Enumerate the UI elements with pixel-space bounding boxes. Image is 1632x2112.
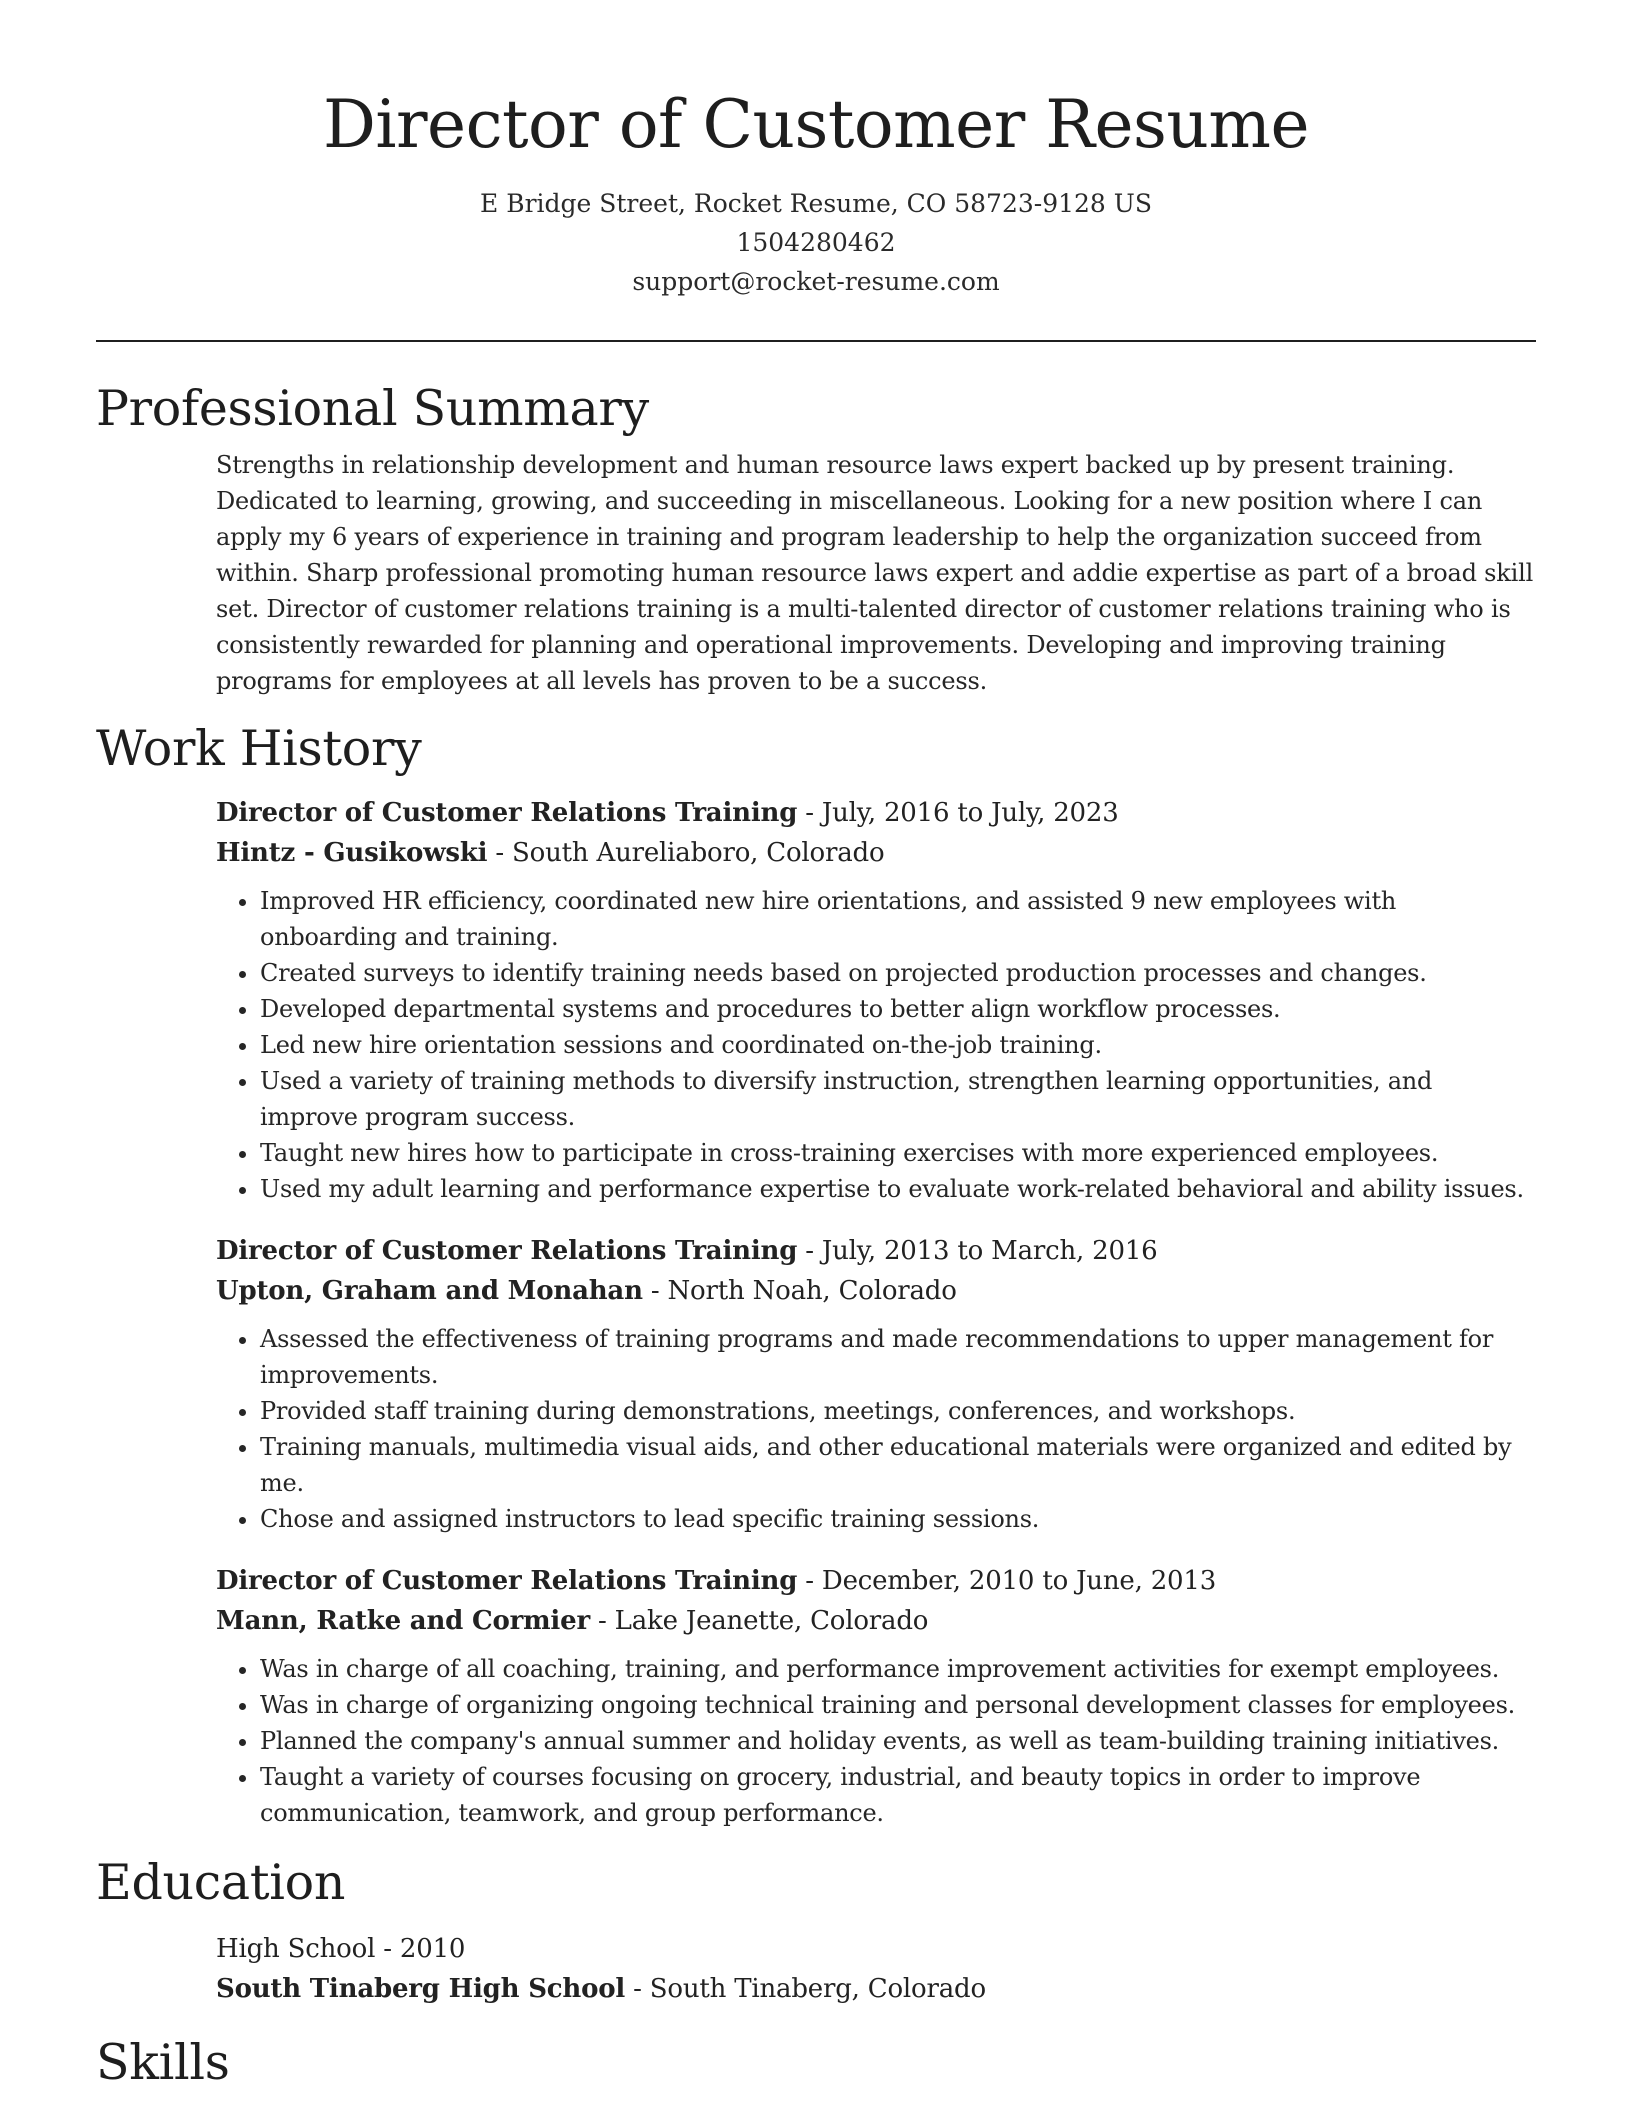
company-name: Upton, Graham and Monahan	[216, 1276, 643, 1306]
summary-text: Strengths in relationship development and human resource laws expert backed up by present training. Dedicated to learning, growing, and succeeding in miscellaneous. Looking for a new position where I can apply my 6 years of experience in training and program leadership to help the organization succeed from within. Sharp professional promoting human resource laws expert and addie expertise as part of a broad skill set. Director of customer relations training is a multi-talented director of customer relations training who is consistently rewarded for planning and operational improvements. Developing and improving training programs for employees at all levels has proven to be a success.	[216, 451, 1534, 695]
school-location: - South Tinaberg, Colorado	[625, 1974, 986, 2004]
skills-section	[96, 2031, 1536, 2095]
job-title	[216, 1231, 1536, 1271]
list-item: • Was in charge of organizing ongoing technical training and personal development classes for employees.	[260, 1687, 1536, 1723]
education-heading: Education	[96, 1854, 346, 1911]
list-item: • Used a variety of training methods to diversify instruction, strengthen learning opportunities, and improve program success.	[260, 1063, 1536, 1135]
list-item: • Chose and assigned instructors to lead specific training sessions.	[260, 1501, 1536, 1537]
job-role: Director of Customer Relations Training	[216, 798, 798, 828]
job-dates: - July, 2016 to July, 2023	[797, 798, 1119, 828]
list-item: • Assessed the effectiveness of training programs and made recommendations to upper management for improvements.	[260, 1321, 1536, 1393]
job-dates: - December, 2010 to June, 2013	[797, 1566, 1217, 1596]
job-entry	[216, 1231, 1536, 1537]
summary-heading: Professional Summary	[96, 380, 649, 437]
list-item: • Improved HR efficiency, coordinated new hire orientations, and assisted 9 new employees with onboarding and training.	[260, 883, 1536, 955]
list-item: • Was in charge of all coaching, training, and performance improvement activities for exempt employees.	[260, 1651, 1536, 1687]
job-bullets	[216, 1321, 1536, 1537]
job-role: Director of Customer Relations Training	[216, 1236, 798, 1266]
list-item: • Training manuals, multimedia visual aids, and other educational materials were organized and edited by me.	[260, 1429, 1536, 1501]
education-entry	[216, 1929, 1536, 2009]
skills-heading: Skills	[96, 2034, 230, 2091]
list-item: • Developed departmental systems and procedures to better align workflow processes.	[260, 991, 1536, 1027]
resume-page	[96, 0, 1536, 2095]
resume-title: Director of Customer Resume	[322, 86, 1310, 163]
job-bullets	[216, 1651, 1536, 1831]
job-bullets	[216, 883, 1536, 1207]
list-item: • Taught a variety of courses focusing on grocery, industrial, and beauty topics in order to improve communication, teamwork, and group performance.	[260, 1759, 1536, 1831]
company-name: Hintz - Gusikowski	[216, 838, 488, 868]
phone: 1504280462	[736, 228, 896, 257]
address: E Bridge Street, Rocket Resume, CO 58723-9128 US	[480, 189, 1152, 218]
job-title	[216, 1561, 1536, 1601]
degree: High School	[216, 1934, 376, 1964]
school-name: South Tinaberg High School	[216, 1974, 626, 2004]
job-company	[216, 1271, 1536, 1311]
job-title	[216, 793, 1536, 833]
company-name: Mann, Ratke and Cormier	[216, 1606, 590, 1636]
header-divider	[96, 340, 1536, 342]
company-location: - Lake Jeanette, Colorado	[589, 1606, 929, 1636]
company-location: - North Noah, Colorado	[642, 1276, 957, 1306]
list-item: • Taught new hires how to participate in cross-training exercises with more experienced employees.	[260, 1135, 1536, 1171]
list-item: • Provided staff training during demonstrations, meetings, conferences, and workshops.	[260, 1393, 1536, 1429]
list-item: • Led new hire orientation sessions and coordinated on-the-job training.	[260, 1027, 1536, 1063]
education-section	[96, 1851, 1536, 2009]
work-history-heading: Work History	[96, 720, 422, 777]
work-history-section	[96, 717, 1536, 1831]
job-company	[216, 833, 1536, 873]
degree-year: - 2010	[375, 1934, 466, 1964]
job-company	[216, 1601, 1536, 1641]
degree-line	[216, 1929, 1536, 1969]
list-item: • Used my adult learning and performance expertise to evaluate work-related behavioral and ability issues.	[260, 1171, 1536, 1207]
resume-header	[96, 0, 1536, 301]
contact-info	[96, 184, 1536, 301]
summary-section	[96, 377, 1536, 699]
job-entry	[216, 793, 1536, 1207]
job-role: Director of Customer Relations Training	[216, 1566, 798, 1596]
company-location: - South Aureliaboro, Colorado	[487, 838, 885, 868]
school-line	[216, 1969, 1536, 2009]
list-item: • Created surveys to identify training needs based on projected production processes and changes.	[260, 955, 1536, 991]
job-entry	[216, 1561, 1536, 1831]
job-dates: - July, 2013 to March, 2016	[797, 1236, 1158, 1266]
list-item: • Planned the company's annual summer and holiday events, as well as team-building training initiatives.	[260, 1723, 1536, 1759]
email: support@rocket-resume.com	[632, 267, 1000, 296]
